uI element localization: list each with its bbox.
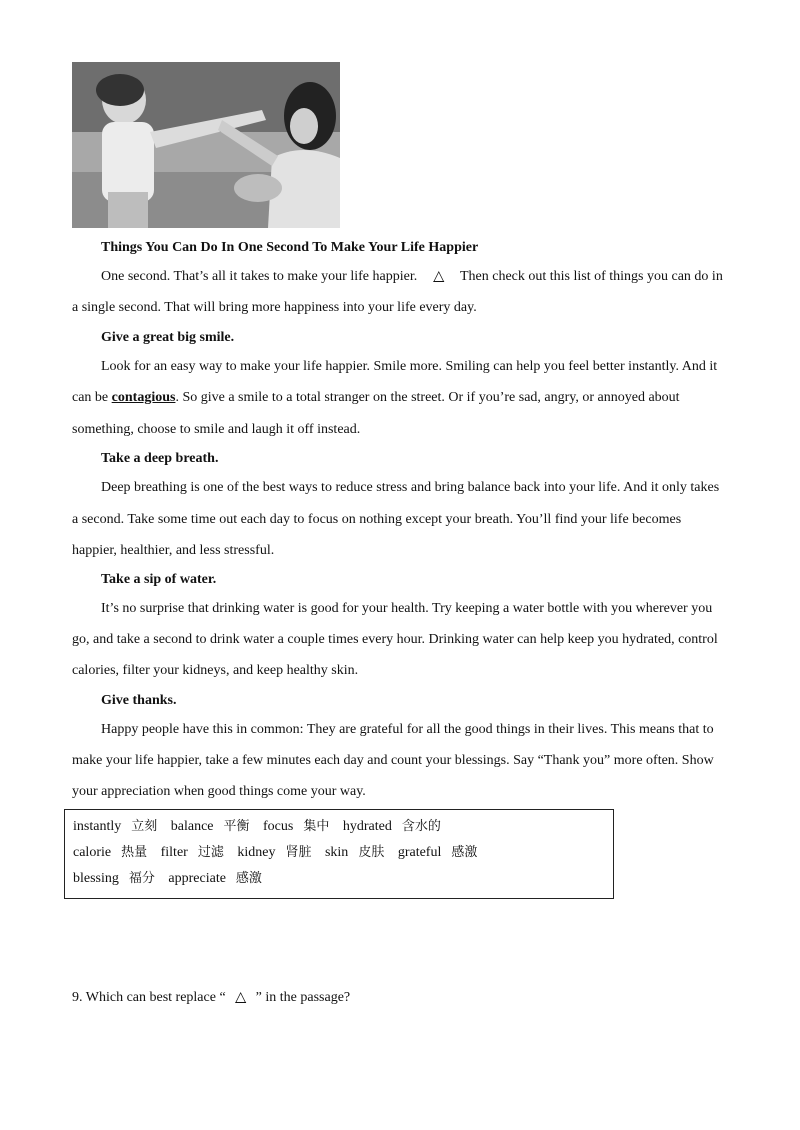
section-heading-water: Take a sip of water.	[101, 572, 217, 587]
section-smile-line-3: something, choose to smile and laugh it off instead.	[72, 422, 361, 437]
vocab-translation: 皮肤	[358, 845, 385, 860]
vocab-term: balance	[170, 819, 214, 834]
vocab-translation: 立刻	[131, 819, 158, 834]
vocabulary-box	[64, 809, 614, 899]
intro-text-pre: One second. That’s all it takes to make your life happier.	[101, 269, 418, 284]
intro-text-post: Then check out this list of things you can do in	[459, 269, 723, 284]
vocab-row-3	[73, 871, 272, 887]
vocab-translation: 含水的	[401, 819, 441, 834]
vocab-translation: 感激	[451, 845, 478, 860]
intro-line-2: a single second. That will bring more happiness into your life every day.	[72, 300, 477, 315]
vocab-term: calorie	[73, 845, 112, 860]
vocab-term: skin	[324, 845, 349, 860]
question-9	[72, 990, 732, 1006]
section-thanks-line-2: make your life happier, take a few minutes each day and count your blessings. Say “Thank you” more often. Show	[72, 753, 714, 768]
vocab-translation: 热量	[121, 845, 148, 860]
smile-line2-post: . So give a smile to a total stranger on the street. Or if you’re sad, angry, or annoyed about	[175, 390, 680, 405]
smile-line2-pre: can be	[72, 390, 109, 405]
vocab-translation: 肾脏	[285, 845, 312, 860]
question-text-post: ” in the passage?	[255, 990, 351, 1005]
section-heading-thanks: Give thanks.	[101, 693, 177, 708]
keyword-contagious: contagious	[111, 390, 176, 405]
section-smile-line-1: Look for an easy way to make your life happier. Smile more. Smiling can help you feel better instantly. And it	[101, 359, 718, 374]
section-water-line-3: calories, filter your kidneys, and keep healthy skin.	[72, 663, 359, 678]
vocab-row-2	[73, 845, 487, 861]
vocab-term: filter	[160, 845, 188, 860]
vocab-translation: 福分	[128, 871, 155, 886]
section-thanks-line-3: your appreciation when good things come your way.	[72, 784, 366, 799]
section-water-line-2: go, and take a second to drink water a couple times every hour. Drinking water can help keep you hydrated, control	[72, 632, 718, 647]
vocab-term: appreciate	[168, 871, 226, 886]
section-water-line-1: It’s no surprise that drinking water is good for your health. Try keeping a water bottle with you wherever you	[101, 601, 713, 616]
section-breath-line-2: a second. Take some time out each day to focus on nothing except your breath. You’ll find your life becomes	[72, 512, 682, 527]
vocab-row-1	[73, 819, 451, 835]
section-breath-line-1: Deep breathing is one of the best ways to reduce stress and bring balance back into your life. And it only takes	[101, 480, 720, 495]
vocab-term: focus	[263, 819, 294, 834]
vocab-translation: 感激	[235, 871, 262, 886]
section-heading-breath: Take a deep breath.	[101, 451, 219, 466]
vocab-term: blessing	[73, 871, 119, 886]
intro-blank: △	[433, 269, 445, 284]
question-text-pre: 9. Which can best replace “	[72, 990, 226, 1005]
vocab-term: kidney	[237, 845, 276, 860]
article-title: Things You Can Do In One Second To Make Your Life Happier	[101, 240, 479, 255]
vocab-term: instantly	[73, 819, 122, 834]
vocab-term: grateful	[397, 845, 442, 860]
section-heading-smile: Give a great big smile.	[101, 330, 235, 345]
intro-line-1	[101, 269, 761, 285]
question-blank: △	[235, 990, 247, 1005]
article-photo	[72, 62, 340, 228]
vocab-translation: 过滤	[197, 845, 224, 860]
section-smile-line-2	[72, 390, 732, 406]
vocab-translation: 平衡	[223, 819, 250, 834]
vocab-translation: 集中	[303, 819, 330, 834]
section-breath-line-3: happier, healthier, and less stressful.	[72, 543, 275, 558]
vocab-term: hydrated	[342, 819, 392, 834]
section-thanks-line-1: Happy people have this in common: They are grateful for all the good things in their lives. This means that to	[101, 722, 714, 737]
